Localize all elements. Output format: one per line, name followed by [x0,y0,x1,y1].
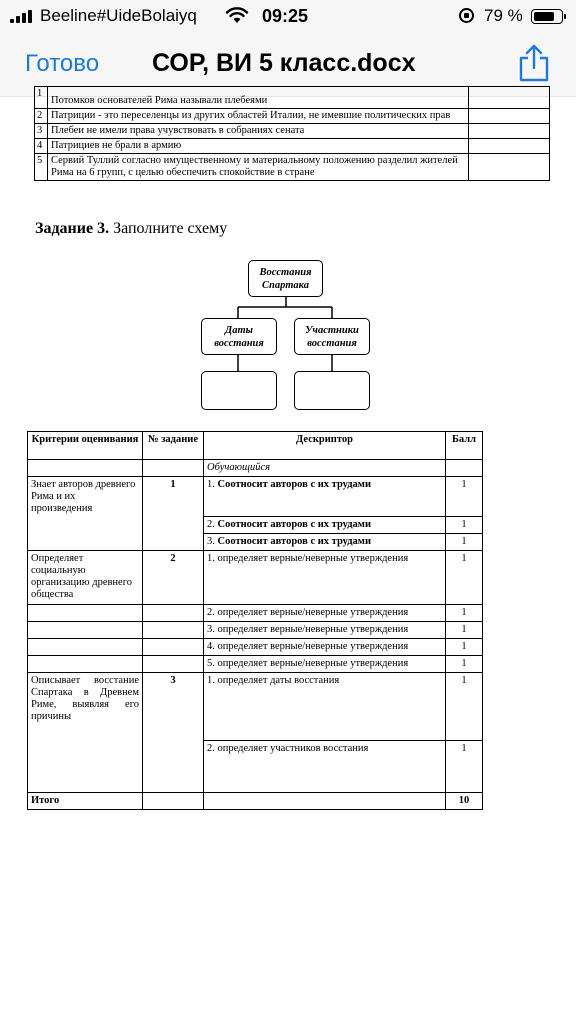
statement-text: Потомков основателей Рима называли плебеями [48,87,469,109]
total-label: Итого [28,793,143,810]
header-score: Балл [446,432,483,460]
student-label: Обучающийся [204,460,446,477]
cellular-signal-icon [10,9,32,23]
table-row [28,605,483,622]
descriptor-cell: Соотносит авторов с их трудами [217,536,371,547]
table-row [28,622,483,639]
task-3-text: Заполните схему [113,220,228,237]
orientation-lock-icon [459,8,474,23]
header-task: № задание [143,432,204,460]
task-number-cell: 2 [143,551,204,605]
task-number-cell: 1 [143,477,204,551]
statement-number: 5 [35,154,48,181]
document-view[interactable] [0,88,576,1024]
scheme-participants-box: Участники восстания [294,318,370,355]
scheme-participants-answer-box[interactable] [294,371,370,410]
score-cell: 1 [446,534,483,551]
descriptor-cell: 2. определяет верные/неверные утверждения [204,605,446,622]
descriptor-cell: 1. определяет даты восстания [204,673,446,741]
statement-number: 3 [35,124,48,139]
statement-text: Патриции - это переселенцы из других областей Италии, не имевшие политических прав [48,109,469,124]
table-row [28,460,483,477]
clock: 09:25 [262,6,309,26]
statement-text: Сервий Туллий согласно имущественному и материальному положению разделил жителей Рима на 6 групп, с целью обеспечить спокойствие в стране [48,154,469,181]
task-3-label: Задание 3. [35,220,110,237]
statement-number: 2 [35,109,48,124]
descriptor-cell: Соотносит авторов с их трудами [217,479,371,490]
scheme-dates-answer-box[interactable] [201,371,277,410]
header-descriptor: Дескриптор [204,432,446,460]
table-row [28,477,483,517]
share-icon[interactable] [516,43,552,83]
descriptor-prefix: 3. [207,536,218,547]
scheme-dates-box: Даты восстания [201,318,277,355]
score-cell: 1 [446,741,483,793]
scheme-root-box: Восстания Спартака [248,260,323,297]
criterion-cell: Знает авторов древнего Рима и их произведения [28,477,143,551]
total-score: 10 [446,793,483,810]
header-criteria: Критерии оценивания [28,432,143,460]
table-row [28,639,483,656]
rubric-table [27,431,483,810]
criterion-cell: Определяет социальную организацию древнего общества [28,551,143,605]
descriptor-cell: 2. определяет участников восстания [204,741,446,793]
table-row-total [28,793,483,810]
score-cell: 1 [446,517,483,534]
score-cell: 1 [446,656,483,673]
descriptor-cell: 4. определяет верные/неверные утверждения [204,639,446,656]
descriptor-prefix: 1. [207,479,218,490]
score-cell: 1 [446,477,483,517]
statement-number: 4 [35,139,48,154]
score-cell: 1 [446,639,483,656]
table-row [28,673,483,741]
statement-number: 1 [35,87,48,109]
descriptor-cell: Соотносит авторов с их трудами [217,519,371,530]
descriptor-cell: 3. определяет верные/неверные утверждения [204,622,446,639]
table-header-row [28,432,483,460]
descriptor-cell: 5. определяет верные/неверные утверждения [204,656,446,673]
statement-text: Плебеи не имели права учувствовать в собраниях сената [48,124,469,139]
wifi-icon [225,6,249,24]
statement-text: Патрициев не брали в армию [48,139,469,154]
done-button[interactable]: Готово [25,50,100,77]
status-bar [0,0,576,34]
document-title: СОР, ВИ 5 класс.docx [152,49,416,77]
descriptor-cell: 1. определяет верные/неверные утверждения [204,551,446,605]
battery-percent: 79 % [484,6,523,25]
score-cell: 1 [446,673,483,741]
score-cell: 1 [446,622,483,639]
carrier-name: Beeline#UideBolaiyq [40,6,197,25]
score-cell: 1 [446,605,483,622]
score-cell: 1 [446,551,483,605]
criterion-cell: Описывает восстание Спартака в Древнем Риме, выявляя его причины [28,673,143,793]
table-row [28,551,483,605]
table-row [28,656,483,673]
battery-icon [531,9,563,24]
descriptor-prefix: 2. [207,519,218,530]
task-number-cell: 3 [143,673,204,793]
